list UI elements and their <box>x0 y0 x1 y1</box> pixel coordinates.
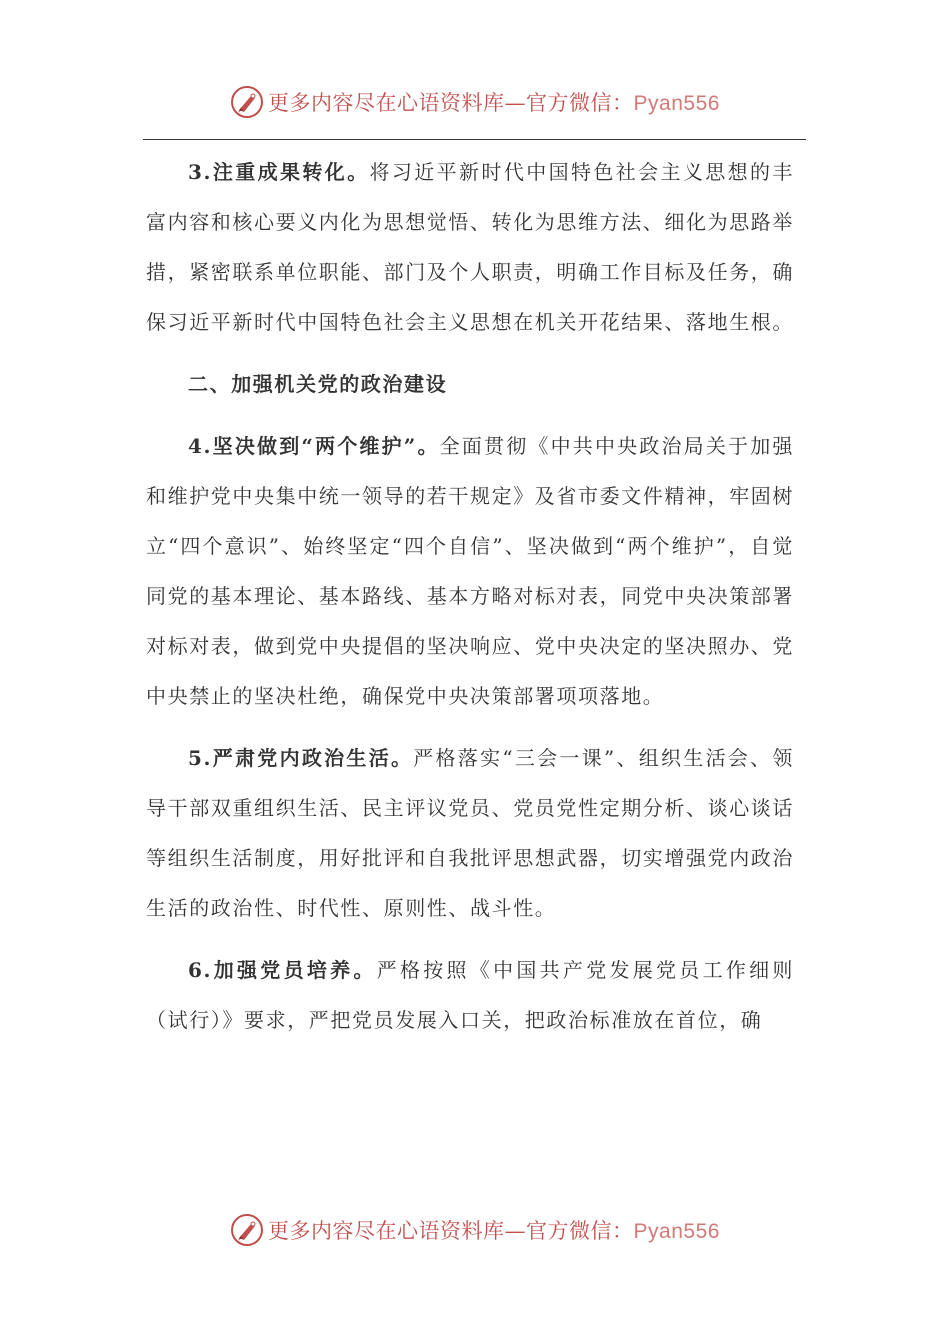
pen-nib-logo-icon <box>230 85 264 119</box>
page-footer-banner <box>0 1208 950 1252</box>
paragraph-3-text: 将习近平新时代中国特色社会主义思想的丰富内容和核心要义内化为思想觉悟、转化为思维方法、细化为思路举措，紧密联系单位职能、部门及个人职责，明确工作目标及任务，确保习近平新时代中国特色社会主义思想在机关开花结果、落地生根。 <box>146 160 794 334</box>
footer-site-name: 更多内容尽在心语资料库 <box>268 1219 505 1243</box>
paragraph-6-text: 严格按照《中国共产党发展党员工作细则（试行）》要求，严把党员发展入口关，把政治标准放在首位，确 <box>146 958 794 1032</box>
header-wechat-id: Pyan556 <box>633 92 720 115</box>
document-body <box>146 147 794 1045</box>
pen-nib-logo-icon <box>230 1213 264 1247</box>
header-site-name: 更多内容尽在心语资料库 <box>268 91 505 115</box>
section-heading: 二、加强机关党的政治建设 <box>188 372 448 396</box>
footer-banner-text <box>268 1215 720 1245</box>
footer-dash: — <box>504 1219 527 1243</box>
header-wechat-label: 官方微信： <box>526 91 634 115</box>
paragraph-5 <box>146 733 794 933</box>
paragraph-4 <box>146 421 794 721</box>
header-dash: — <box>504 91 527 115</box>
paragraph-6 <box>146 945 794 1045</box>
footer-wechat-id: Pyan556 <box>633 1220 720 1243</box>
paragraph-4-text: 全面贯彻《中共中央政治局关于加强和维护党中央集中统一领导的若干规定》及省市委文件精神，牢固树立“四个意识”、始终坚定“四个自信”、坚决做到“两个维护”，自觉同党的基本理论、基本路线、基本方略对标对表，同党中央决策部署对标对表，做到党中央提倡的坚决响应、党中央决定的坚决照办、党中央禁止的坚决杜绝，确保党中央决策部署项项落地。 <box>146 434 794 708</box>
paragraph-5-text: 严格落实“三会一课”、组织生活会、领导干部双重组织生活、民主评议党员、党员党性定期分析、谈心谈话等组织生活制度，用好批评和自我批评思想武器，切实增强党内政治生活的政治性、时代性、原则性、战斗性。 <box>146 746 794 920</box>
paragraph-3-lead: 3.注重成果转化。 <box>188 160 370 184</box>
page-header-banner <box>0 80 950 124</box>
header-divider <box>143 139 806 140</box>
footer-wechat-label: 官方微信： <box>526 1219 634 1243</box>
paragraph-4-lead: 4.坚决做到“两个维护”。 <box>188 434 440 458</box>
paragraph-3 <box>146 147 794 347</box>
header-banner-text <box>268 87 720 117</box>
paragraph-6-lead: 6.加强党员培养。 <box>188 958 377 982</box>
paragraph-5-lead: 5.严肃党内政治生活。 <box>188 746 414 770</box>
